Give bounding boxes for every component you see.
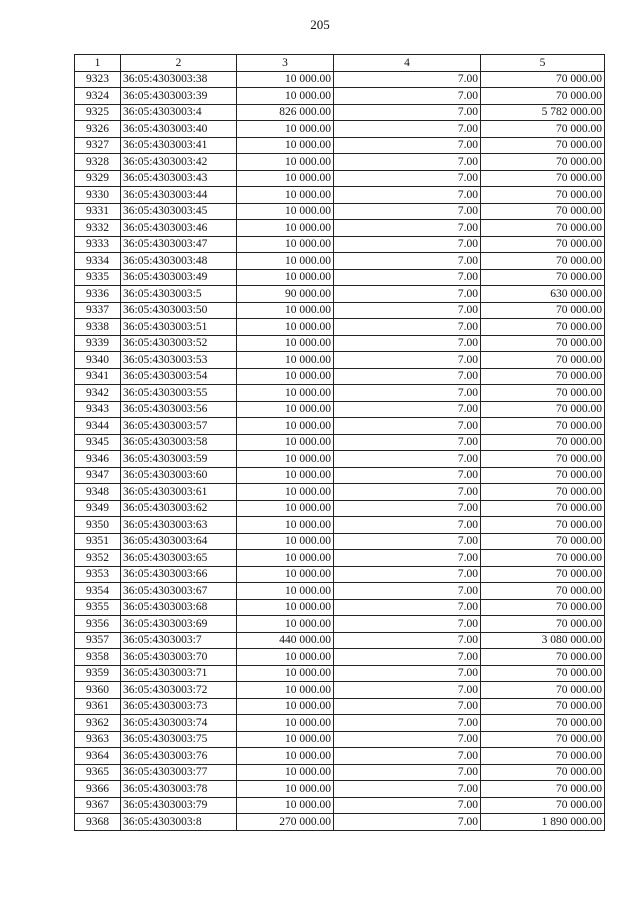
area-cell: 10 000.00 [237, 467, 334, 484]
row-number-cell: 9349 [75, 500, 121, 517]
cadastral-number-cell: 36:05:4303003:77 [121, 764, 237, 781]
table-row [75, 319, 605, 336]
area-cell: 440 000.00 [237, 632, 334, 649]
rate-cell: 7.00 [334, 434, 481, 451]
amount-cell: 70 000.00 [481, 665, 605, 682]
table-row [75, 121, 605, 138]
row-number-cell: 9359 [75, 665, 121, 682]
table-row [75, 500, 605, 517]
row-number-cell: 9328 [75, 154, 121, 171]
table-row [75, 434, 605, 451]
row-number-cell: 9347 [75, 467, 121, 484]
table-row [75, 649, 605, 666]
row-number-cell: 9350 [75, 517, 121, 534]
table-row [75, 566, 605, 583]
amount-cell: 70 000.00 [481, 533, 605, 550]
amount-cell: 630 000.00 [481, 286, 605, 303]
land-register-table [74, 54, 605, 831]
area-cell: 10 000.00 [237, 665, 334, 682]
row-number-cell: 9337 [75, 302, 121, 319]
table-row [75, 797, 605, 814]
amount-cell: 5 782 000.00 [481, 104, 605, 121]
row-number-cell: 9325 [75, 104, 121, 121]
row-number-cell: 9361 [75, 698, 121, 715]
table-row [75, 418, 605, 435]
amount-cell: 70 000.00 [481, 484, 605, 501]
area-cell: 90 000.00 [237, 286, 334, 303]
rate-cell: 7.00 [334, 814, 481, 831]
rate-cell: 7.00 [334, 467, 481, 484]
amount-cell: 70 000.00 [481, 649, 605, 666]
amount-cell: 70 000.00 [481, 335, 605, 352]
amount-cell: 70 000.00 [481, 319, 605, 336]
table-row [75, 484, 605, 501]
table-row [75, 302, 605, 319]
rate-cell: 7.00 [334, 500, 481, 517]
rate-cell: 7.00 [334, 451, 481, 468]
area-cell: 10 000.00 [237, 533, 334, 550]
cadastral-number-cell: 36:05:4303003:73 [121, 698, 237, 715]
column-header: 3 [237, 55, 334, 72]
table-row [75, 748, 605, 765]
row-number-cell: 9327 [75, 137, 121, 154]
cadastral-number-cell: 36:05:4303003:65 [121, 550, 237, 567]
table-row [75, 764, 605, 781]
area-cell: 10 000.00 [237, 269, 334, 286]
cadastral-number-cell: 36:05:4303003:75 [121, 731, 237, 748]
cadastral-number-cell: 36:05:4303003:79 [121, 797, 237, 814]
area-cell: 10 000.00 [237, 781, 334, 798]
table-row [75, 715, 605, 732]
rate-cell: 7.00 [334, 748, 481, 765]
amount-cell: 70 000.00 [481, 236, 605, 253]
amount-cell: 1 890 000.00 [481, 814, 605, 831]
cadastral-number-cell: 36:05:4303003:7 [121, 632, 237, 649]
rate-cell: 7.00 [334, 121, 481, 138]
table-row [75, 616, 605, 633]
table-row [75, 335, 605, 352]
cadastral-number-cell: 36:05:4303003:51 [121, 319, 237, 336]
amount-cell: 70 000.00 [481, 599, 605, 616]
row-number-cell: 9341 [75, 368, 121, 385]
area-cell: 10 000.00 [237, 368, 334, 385]
table-row [75, 269, 605, 286]
amount-cell: 70 000.00 [481, 748, 605, 765]
amount-cell: 70 000.00 [481, 71, 605, 88]
area-cell: 10 000.00 [237, 550, 334, 567]
cadastral-number-cell: 36:05:4303003:56 [121, 401, 237, 418]
area-cell: 10 000.00 [237, 319, 334, 336]
row-number-cell: 9356 [75, 616, 121, 633]
table-row [75, 401, 605, 418]
amount-cell: 70 000.00 [481, 121, 605, 138]
row-number-cell: 9358 [75, 649, 121, 666]
area-cell: 10 000.00 [237, 616, 334, 633]
cadastral-number-cell: 36:05:4303003:63 [121, 517, 237, 534]
table-row [75, 599, 605, 616]
column-header: 4 [334, 55, 481, 72]
table-row [75, 583, 605, 600]
area-cell: 10 000.00 [237, 236, 334, 253]
cadastral-number-cell: 36:05:4303003:53 [121, 352, 237, 369]
row-number-cell: 9338 [75, 319, 121, 336]
rate-cell: 7.00 [334, 533, 481, 550]
rate-cell: 7.00 [334, 187, 481, 204]
area-cell: 10 000.00 [237, 682, 334, 699]
table-row [75, 137, 605, 154]
table-row [75, 814, 605, 831]
area-cell: 10 000.00 [237, 566, 334, 583]
amount-cell: 70 000.00 [481, 550, 605, 567]
row-number-cell: 9324 [75, 88, 121, 105]
cadastral-number-cell: 36:05:4303003:50 [121, 302, 237, 319]
amount-cell: 70 000.00 [481, 434, 605, 451]
table-row [75, 731, 605, 748]
rate-cell: 7.00 [334, 236, 481, 253]
rate-cell: 7.00 [334, 401, 481, 418]
rate-cell: 7.00 [334, 550, 481, 567]
amount-cell: 70 000.00 [481, 500, 605, 517]
area-cell: 10 000.00 [237, 764, 334, 781]
table-row [75, 170, 605, 187]
row-number-cell: 9365 [75, 764, 121, 781]
area-cell: 10 000.00 [237, 500, 334, 517]
row-number-cell: 9344 [75, 418, 121, 435]
rate-cell: 7.00 [334, 302, 481, 319]
table-row [75, 88, 605, 105]
cadastral-number-cell: 36:05:4303003:74 [121, 715, 237, 732]
rate-cell: 7.00 [334, 599, 481, 616]
table-row [75, 286, 605, 303]
table-row [75, 253, 605, 270]
rate-cell: 7.00 [334, 715, 481, 732]
row-number-cell: 9335 [75, 269, 121, 286]
rate-cell: 7.00 [334, 170, 481, 187]
rate-cell: 7.00 [334, 583, 481, 600]
area-cell: 10 000.00 [237, 71, 334, 88]
amount-cell: 70 000.00 [481, 797, 605, 814]
area-cell: 10 000.00 [237, 187, 334, 204]
area-cell: 10 000.00 [237, 220, 334, 237]
table-row [75, 698, 605, 715]
area-cell: 10 000.00 [237, 401, 334, 418]
table-row [75, 451, 605, 468]
cadastral-number-cell: 36:05:4303003:47 [121, 236, 237, 253]
row-number-cell: 9362 [75, 715, 121, 732]
cadastral-number-cell: 36:05:4303003:43 [121, 170, 237, 187]
area-cell: 10 000.00 [237, 335, 334, 352]
area-cell: 10 000.00 [237, 253, 334, 270]
row-number-cell: 9326 [75, 121, 121, 138]
cadastral-number-cell: 36:05:4303003:59 [121, 451, 237, 468]
rate-cell: 7.00 [334, 203, 481, 220]
row-number-cell: 9353 [75, 566, 121, 583]
row-number-cell: 9340 [75, 352, 121, 369]
area-cell: 10 000.00 [237, 715, 334, 732]
cadastral-number-cell: 36:05:4303003:69 [121, 616, 237, 633]
rate-cell: 7.00 [334, 566, 481, 583]
row-number-cell: 9363 [75, 731, 121, 748]
area-cell: 10 000.00 [237, 418, 334, 435]
cadastral-number-cell: 36:05:4303003:71 [121, 665, 237, 682]
rate-cell: 7.00 [334, 352, 481, 369]
cadastral-number-cell: 36:05:4303003:68 [121, 599, 237, 616]
cadastral-number-cell: 36:05:4303003:57 [121, 418, 237, 435]
rate-cell: 7.00 [334, 649, 481, 666]
area-cell: 270 000.00 [237, 814, 334, 831]
amount-cell: 70 000.00 [481, 88, 605, 105]
amount-cell: 70 000.00 [481, 154, 605, 171]
area-cell: 10 000.00 [237, 154, 334, 171]
table-row [75, 665, 605, 682]
column-header: 1 [75, 55, 121, 72]
amount-cell: 70 000.00 [481, 352, 605, 369]
rate-cell: 7.00 [334, 632, 481, 649]
cadastral-number-cell: 36:05:4303003:66 [121, 566, 237, 583]
amount-cell: 70 000.00 [481, 170, 605, 187]
rate-cell: 7.00 [334, 484, 481, 501]
area-cell: 826 000.00 [237, 104, 334, 121]
area-cell: 10 000.00 [237, 352, 334, 369]
rate-cell: 7.00 [334, 71, 481, 88]
row-number-cell: 9331 [75, 203, 121, 220]
cadastral-number-cell: 36:05:4303003:4 [121, 104, 237, 121]
cadastral-number-cell: 36:05:4303003:67 [121, 583, 237, 600]
rate-cell: 7.00 [334, 368, 481, 385]
amount-cell: 70 000.00 [481, 385, 605, 402]
area-cell: 10 000.00 [237, 434, 334, 451]
rate-cell: 7.00 [334, 517, 481, 534]
table-row [75, 550, 605, 567]
area-cell: 10 000.00 [237, 203, 334, 220]
row-number-cell: 9336 [75, 286, 121, 303]
area-cell: 10 000.00 [237, 731, 334, 748]
cadastral-number-cell: 36:05:4303003:70 [121, 649, 237, 666]
rate-cell: 7.00 [334, 269, 481, 286]
row-number-cell: 9367 [75, 797, 121, 814]
table-row [75, 71, 605, 88]
area-cell: 10 000.00 [237, 88, 334, 105]
table-row [75, 467, 605, 484]
row-number-cell: 9348 [75, 484, 121, 501]
table-row [75, 368, 605, 385]
cadastral-number-cell: 36:05:4303003:52 [121, 335, 237, 352]
rate-cell: 7.00 [334, 698, 481, 715]
area-cell: 10 000.00 [237, 451, 334, 468]
cadastral-number-cell: 36:05:4303003:42 [121, 154, 237, 171]
amount-cell: 70 000.00 [481, 517, 605, 534]
table-row [75, 236, 605, 253]
cadastral-number-cell: 36:05:4303003:38 [121, 71, 237, 88]
cadastral-number-cell: 36:05:4303003:46 [121, 220, 237, 237]
rate-cell: 7.00 [334, 253, 481, 270]
amount-cell: 70 000.00 [481, 203, 605, 220]
area-cell: 10 000.00 [237, 698, 334, 715]
area-cell: 10 000.00 [237, 649, 334, 666]
amount-cell: 70 000.00 [481, 137, 605, 154]
row-number-cell: 9330 [75, 187, 121, 204]
row-number-cell: 9342 [75, 385, 121, 402]
table-body [75, 55, 605, 831]
area-cell: 10 000.00 [237, 583, 334, 600]
cadastral-number-cell: 36:05:4303003:61 [121, 484, 237, 501]
amount-cell: 70 000.00 [481, 220, 605, 237]
rate-cell: 7.00 [334, 286, 481, 303]
row-number-cell: 9364 [75, 748, 121, 765]
row-number-cell: 9368 [75, 814, 121, 831]
amount-cell: 70 000.00 [481, 269, 605, 286]
rate-cell: 7.00 [334, 764, 481, 781]
amount-cell: 70 000.00 [481, 467, 605, 484]
cadastral-number-cell: 36:05:4303003:55 [121, 385, 237, 402]
page-number: 205 [310, 17, 330, 32]
row-number-cell: 9343 [75, 401, 121, 418]
cadastral-number-cell: 36:05:4303003:48 [121, 253, 237, 270]
column-header: 2 [121, 55, 237, 72]
cadastral-number-cell: 36:05:4303003:54 [121, 368, 237, 385]
amount-cell: 70 000.00 [481, 566, 605, 583]
amount-cell: 70 000.00 [481, 616, 605, 633]
area-cell: 10 000.00 [237, 137, 334, 154]
amount-cell: 70 000.00 [481, 401, 605, 418]
rate-cell: 7.00 [334, 154, 481, 171]
rate-cell: 7.00 [334, 137, 481, 154]
area-cell: 10 000.00 [237, 170, 334, 187]
row-number-cell: 9351 [75, 533, 121, 550]
row-number-cell: 9323 [75, 71, 121, 88]
cadastral-number-cell: 36:05:4303003:45 [121, 203, 237, 220]
table-row [75, 385, 605, 402]
rate-cell: 7.00 [334, 682, 481, 699]
area-cell: 10 000.00 [237, 748, 334, 765]
row-number-cell: 9352 [75, 550, 121, 567]
cadastral-number-cell: 36:05:4303003:58 [121, 434, 237, 451]
table-row [75, 517, 605, 534]
rate-cell: 7.00 [334, 797, 481, 814]
rate-cell: 7.00 [334, 731, 481, 748]
table-row [75, 203, 605, 220]
rate-cell: 7.00 [334, 104, 481, 121]
amount-cell: 70 000.00 [481, 418, 605, 435]
area-cell: 10 000.00 [237, 517, 334, 534]
amount-cell: 70 000.00 [481, 731, 605, 748]
row-number-cell: 9366 [75, 781, 121, 798]
rate-cell: 7.00 [334, 781, 481, 798]
table-row [75, 632, 605, 649]
amount-cell: 70 000.00 [481, 764, 605, 781]
rate-cell: 7.00 [334, 385, 481, 402]
cadastral-number-cell: 36:05:4303003:40 [121, 121, 237, 138]
rate-cell: 7.00 [334, 319, 481, 336]
area-cell: 10 000.00 [237, 385, 334, 402]
row-number-cell: 9346 [75, 451, 121, 468]
row-number-cell: 9360 [75, 682, 121, 699]
row-number-cell: 9339 [75, 335, 121, 352]
cadastral-number-cell: 36:05:4303003:60 [121, 467, 237, 484]
cadastral-number-cell: 36:05:4303003:41 [121, 137, 237, 154]
table-row [75, 187, 605, 204]
row-number-cell: 9355 [75, 599, 121, 616]
amount-cell: 70 000.00 [481, 187, 605, 204]
cadastral-number-cell: 36:05:4303003:39 [121, 88, 237, 105]
table-row [75, 781, 605, 798]
rate-cell: 7.00 [334, 616, 481, 633]
rate-cell: 7.00 [334, 220, 481, 237]
amount-cell: 70 000.00 [481, 682, 605, 699]
cadastral-number-cell: 36:05:4303003:62 [121, 500, 237, 517]
cadastral-number-cell: 36:05:4303003:78 [121, 781, 237, 798]
table-row [75, 682, 605, 699]
cadastral-number-cell: 36:05:4303003:64 [121, 533, 237, 550]
rate-cell: 7.00 [334, 335, 481, 352]
area-cell: 10 000.00 [237, 599, 334, 616]
table-row [75, 352, 605, 369]
row-number-cell: 9354 [75, 583, 121, 600]
amount-cell: 70 000.00 [481, 253, 605, 270]
table-row [75, 154, 605, 171]
cadastral-number-cell: 36:05:4303003:44 [121, 187, 237, 204]
row-number-cell: 9345 [75, 434, 121, 451]
amount-cell: 70 000.00 [481, 302, 605, 319]
amount-cell: 70 000.00 [481, 698, 605, 715]
cadastral-number-cell: 36:05:4303003:5 [121, 286, 237, 303]
row-number-cell: 9332 [75, 220, 121, 237]
rate-cell: 7.00 [334, 88, 481, 105]
row-number-cell: 9333 [75, 236, 121, 253]
amount-cell: 70 000.00 [481, 583, 605, 600]
row-number-cell: 9329 [75, 170, 121, 187]
amount-cell: 70 000.00 [481, 451, 605, 468]
area-cell: 10 000.00 [237, 484, 334, 501]
row-number-cell: 9334 [75, 253, 121, 270]
table-row [75, 220, 605, 237]
area-cell: 10 000.00 [237, 302, 334, 319]
column-header: 5 [481, 55, 605, 72]
table-row [75, 104, 605, 121]
cadastral-number-cell: 36:05:4303003:72 [121, 682, 237, 699]
table-row [75, 533, 605, 550]
rate-cell: 7.00 [334, 665, 481, 682]
cadastral-number-cell: 36:05:4303003:8 [121, 814, 237, 831]
area-cell: 10 000.00 [237, 121, 334, 138]
row-number-cell: 9357 [75, 632, 121, 649]
cadastral-number-cell: 36:05:4303003:49 [121, 269, 237, 286]
rate-cell: 7.00 [334, 418, 481, 435]
amount-cell: 70 000.00 [481, 781, 605, 798]
amount-cell: 3 080 000.00 [481, 632, 605, 649]
amount-cell: 70 000.00 [481, 368, 605, 385]
amount-cell: 70 000.00 [481, 715, 605, 732]
cadastral-number-cell: 36:05:4303003:76 [121, 748, 237, 765]
area-cell: 10 000.00 [237, 797, 334, 814]
table-header-row [75, 55, 605, 72]
